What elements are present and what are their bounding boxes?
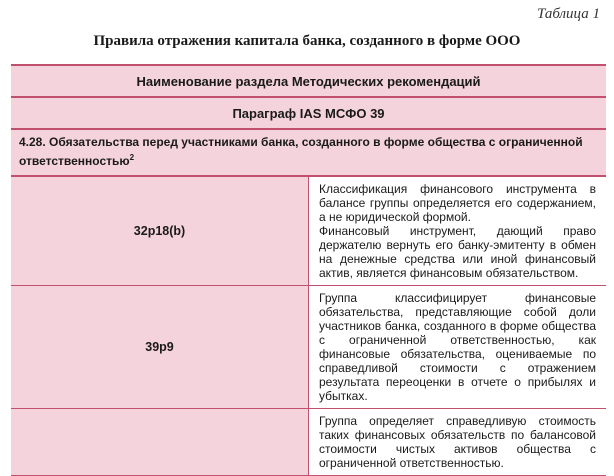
- rules-table: [11, 64, 606, 476]
- ref-cell: 32p18(b): [11, 176, 309, 286]
- table-row: [11, 286, 606, 409]
- header-row-section-name: [11, 65, 606, 97]
- section-name-header: Наименование раздела Методических рекомендаций: [11, 65, 606, 97]
- text-paragraph: Классификация финансового инструмента в балансе группы определяется его содержанием, а не юридической формой.: [319, 182, 596, 224]
- document-title: Правила отражения капитала банка, созданного в форме ООО: [93, 33, 521, 49]
- ref-cell: 39p9: [11, 286, 309, 409]
- table-row: [11, 409, 606, 476]
- ref-cell: [11, 409, 309, 476]
- text-cell: [309, 176, 607, 286]
- ias-paragraph-header: Параграф IAS МСФО 39: [11, 97, 606, 129]
- table-row: [11, 176, 606, 286]
- text-paragraph: Финансовый инструмент, дающий право держателю вернуть его банку-эмитенту в обмен на денежные средства или иной финансовый актив, является финансовым обязательством.: [319, 224, 596, 280]
- text-cell: [309, 409, 607, 476]
- footnote-marker: 2: [129, 153, 135, 162]
- section-title: 4.28. Обязательства перед участниками банка, созданного в форме общества с ограниченной ответственностью: [19, 135, 583, 168]
- header-row-ias: [11, 97, 606, 129]
- section-row: [11, 129, 606, 176]
- text-paragraph: Группа классифицирует финансовые обязательства, представляющие собой доли участников банка, созданного в форме общества с ограниченной ответственностью, как финансовые обязательства, оцениваемые по справедливой стоимости с отражением результата переоценки в отчете о прибылях и убытках.: [319, 291, 596, 403]
- table-caption: Таблица 1: [537, 6, 600, 22]
- text-paragraph: Группа определяет справедливую стоимость таких финансовых обязательств по балансовой стоимости чистых активов общества с ограниченной ответственностью.: [319, 414, 596, 470]
- text-cell: [309, 286, 607, 409]
- section-title-cell: [11, 129, 606, 176]
